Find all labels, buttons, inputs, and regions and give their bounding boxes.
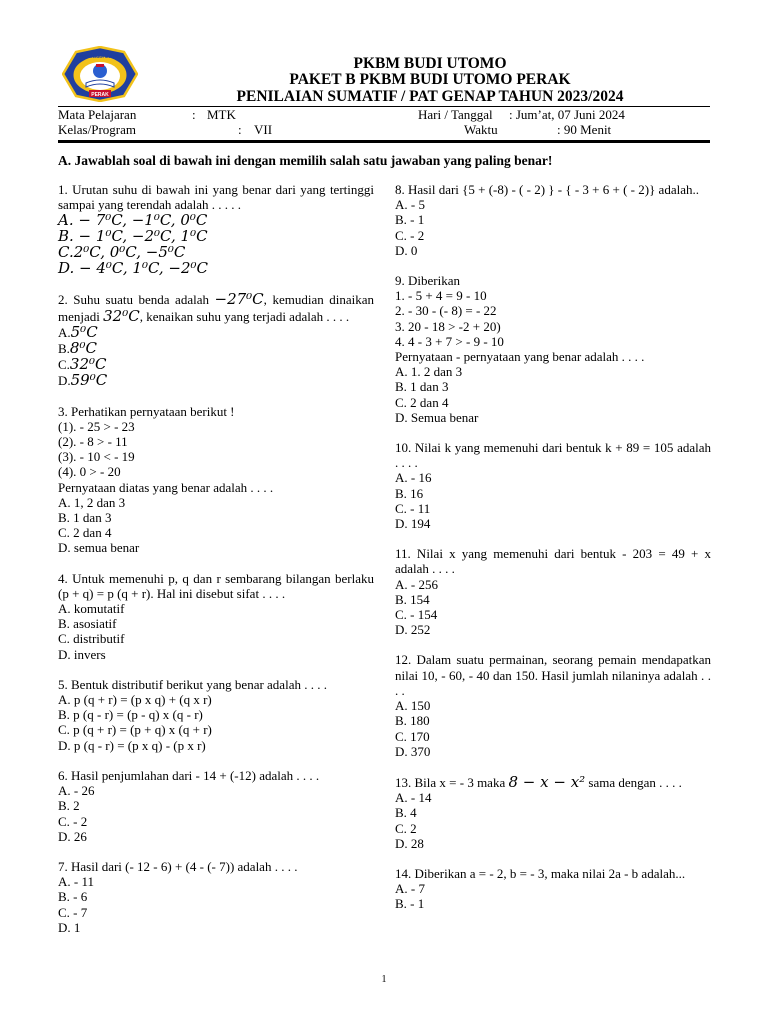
option-d: D. p (q - r) = (p x q) - (p x r) [58,737,206,753]
question-stem: 5. Bentuk distributif berikut yang benar adalah . . . . [58,676,327,692]
option-c: C. - 11 [395,500,431,516]
option-c: C.32⁰C [58,355,107,374]
option-d: D. 252 [395,622,431,638]
question-5 [58,677,374,753]
header-title-2: PAKET B PKBM BUDI UTOMO PERAK [289,71,571,88]
statement-3: 3. 20 - 18 > -2 + 20) [395,318,501,334]
left-column [58,182,374,950]
option-a: A. 150 [395,698,431,714]
option-c: C. - 154 [395,607,438,623]
option-d: D. − 4⁰C, 1⁰C, −2⁰C [58,259,209,278]
subject-colon: : [192,107,196,122]
option-d: D.59⁰C [58,371,108,390]
option-b: B. 16 [395,485,424,501]
question-stem: 10. Nilai k yang memenuhi dari bentuk k + 89 = 105 adalah . . . . [395,440,711,471]
option-a: A. komutatif [58,601,125,617]
option-a: A. - 26 [58,783,95,799]
option-b: B. - 6 [58,889,88,905]
option-b: B. - 1 [395,896,425,912]
option-b: B. asosiatif [58,616,117,632]
question-stem: 9. Diberikan [395,273,460,289]
header-title-3: PENILAIAN SUMATIF / PAT GENAP TAHUN 2023/2024 [236,88,624,105]
question-stem: 3. Perhatikan pernyataan berikut ! [58,403,235,419]
meta-rule [58,140,710,143]
question-14 [395,866,711,912]
option-b: B. p (q - r) = (p - q) x (q - r) [58,707,203,723]
option-a: A. - 256 [395,576,438,592]
option-c: C. 2 dan 4 [58,525,112,541]
question-ask: Pernyataan - pernyataan yang benar adalah . . . . [395,349,645,365]
question-6 [58,768,374,844]
question-stem: 8. Hasil dari {5 + (-8) - ( - 2) } - { - 3 + 6 + ( - 2)} adalah.. [395,182,699,197]
question-stem: 1. Urutan suhu di bawah ini yang benar dari yang tertinggi sampai yang terendah adalah . . . . . [58,182,374,213]
question-12 [395,652,711,758]
question-stem: 13. Bila x = - 3 maka 8 − x − x² sama dengan . . . . [395,772,682,791]
question-7 [58,859,374,935]
option-c: C. p (q + r) = (p + q) x (q + r) [58,722,212,738]
option-c: C. - 2 [58,813,88,829]
statement-4: (4). 0 > - 20 [58,464,121,480]
time-label: Waktu [464,122,498,137]
option-c: C. - 2 [395,227,425,243]
statement-4: 4. 4 - 3 + 7 > - 9 - 10 [395,333,504,349]
option-d: D. 26 [58,828,87,844]
question-11 [395,546,711,637]
page-number: 1 [381,974,387,985]
option-a: A. 1. 2 dan 3 [395,364,463,380]
option-b: B. 2 [58,798,80,814]
class-value: VII [254,122,273,137]
question-stem: 12. Dalam suatu permainan, seorang pemain mendapatkan nilai 10, - 60, - 40 dan 150. Hasil jumlah nilaninya adalah . . . . [395,652,711,698]
question-stem: 6. Hasil penjumlahan dari - 14 + (-12) adalah . . . . [58,767,320,783]
logo-ribbon-text: PERAK [91,92,109,98]
question-stem: 2. Suhu suatu benda adalah −27⁰C, kemudian dinaikan menjadi 32⁰C, kenaikan suhu yang terjadi adalah . . . . [58,290,374,325]
option-b: B. 1 dan 3 [58,510,112,526]
statement-2: 2. - 30 - (- 8) = - 22 [395,303,497,319]
question-stem: 14. Diberikan a = - 2, b = - 3, maka nilai 2a - b adalah... [395,865,686,881]
option-b: B. 1 dan 3 [395,379,449,395]
header-title-1: PKBM BUDI UTOMO [353,55,507,72]
option-a: A. - 11 [58,874,94,890]
date-value: : Jum’at, 07 Juni 2024 [509,107,625,122]
date-label: Hari / Tanggal [418,107,493,122]
question-4 [58,571,374,662]
option-c: C. - 7 [58,904,88,920]
question-ask: Pernyataan diatas yang benar adalah . . . . [58,479,274,495]
question-10 [395,440,711,531]
option-a: A. - 7 [395,881,425,897]
statement-2: (2). - 8 > - 11 [58,434,128,450]
subject-value: MTK [207,107,236,122]
option-a: A. - 14 [395,790,432,806]
option-c: C. distributif [58,631,125,647]
option-b: B. 180 [395,713,430,729]
statement-1: 1. - 5 + 4 = 9 - 10 [395,288,487,304]
question-9 [395,273,711,425]
time-value: : 90 Menit [557,122,612,137]
option-a: A. - 5 [395,197,425,213]
option-d: D. 0 [395,242,418,258]
option-a: A. - 16 [395,470,432,486]
option-b: B.8⁰C [58,339,97,358]
option-d: D. semua benar [58,540,140,556]
option-d: D. 370 [395,743,431,759]
option-c: C. 2 [395,820,417,836]
option-c: C. 2 dan 4 [395,394,449,410]
statement-1: (1). - 25 > - 23 [58,418,135,434]
class-colon: : [238,122,242,137]
option-a: A.5⁰C [58,322,98,341]
question-stem: 4. Untuk memenuhi p, q dan r sembarang bilangan berlaku (p + q) = p (q + r). Hal ini disebut sifat . . . . [58,570,374,601]
question-8 [395,182,711,258]
class-label: Kelas/Program [58,122,136,137]
option-b: B. − 1⁰C, −2⁰C, 1⁰C [58,227,208,246]
question-3 [58,404,374,556]
question-13 [395,774,711,851]
question-stem: 11. Nilai x yang memenuhi dari bentuk - 203 = 49 + x adalah . . . . [395,546,711,577]
option-c: C.2⁰C, 0⁰C, −5⁰C [58,243,186,262]
question-stem: 7. Hasil dari (- 12 - 6) + (4 - (- 7)) adalah . . . . [58,858,298,874]
option-a: A. 1, 2 dan 3 [58,494,126,510]
option-b: B. 4 [395,805,417,821]
option-d: D. 194 [395,516,431,532]
subject-label: Mata Pelajaran [58,107,137,122]
option-d: D. 28 [395,835,424,851]
section-instruction: A. Jawablah soal di bawah ini dengan memilih salah satu jawaban yang paling benar! [58,153,553,168]
right-column [395,182,711,927]
option-a: A. p (q + r) = (p x q) + (q x r) [58,692,212,708]
question-2 [58,291,374,388]
question-1 [58,182,374,276]
option-a: A. − 7⁰C, −1⁰C, 0⁰C [58,211,208,230]
option-b: B. 154 [395,591,430,607]
logo-arc-text: PKBM BUDI UTOMO [78,54,122,59]
statement-3: (3). - 10 < - 19 [58,449,135,465]
option-c: C. 170 [395,728,430,744]
school-logo [62,46,138,102]
option-d: D. 1 [58,919,81,935]
option-d: D. Semua benar [395,409,479,425]
option-b: B. - 1 [395,212,425,228]
option-d: D. invers [58,646,106,662]
